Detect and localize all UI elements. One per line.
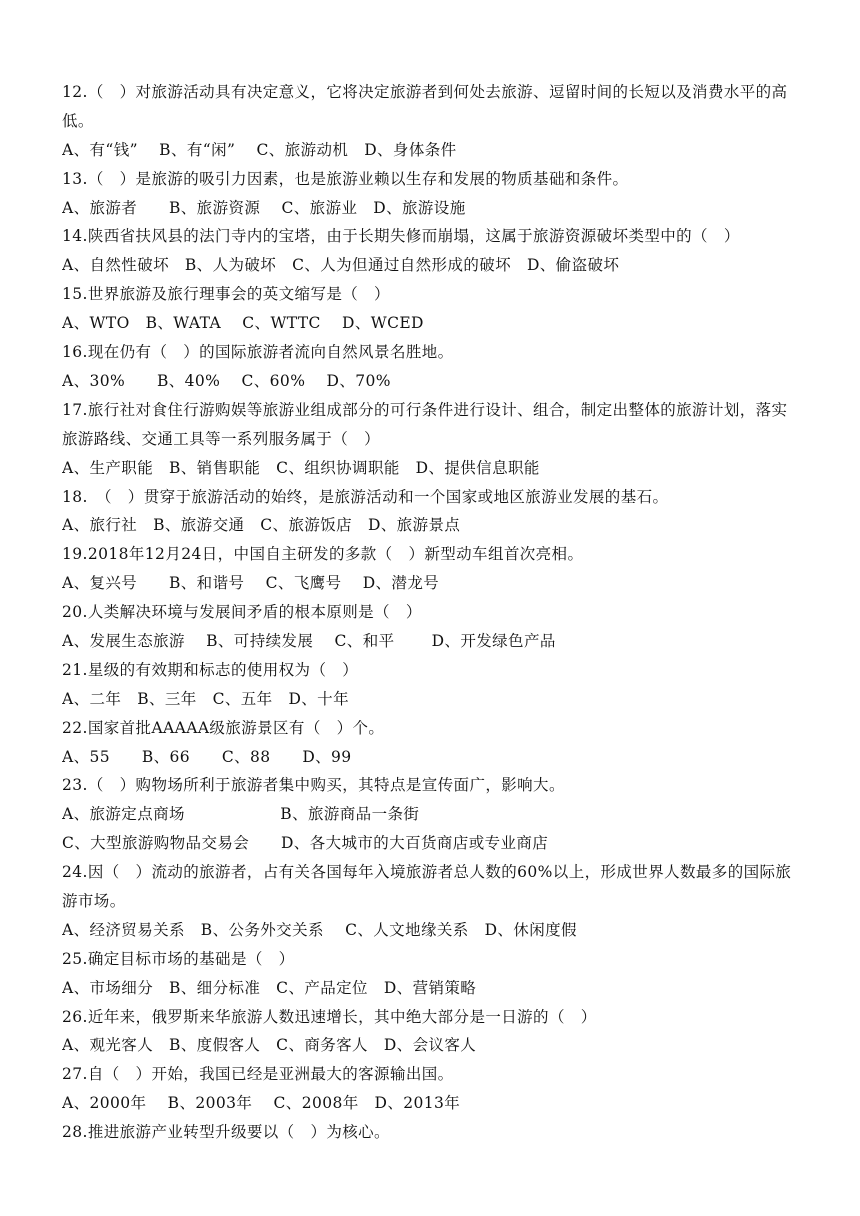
question-text: 12.（ ）对旅游活动具有决定意义，它将决定旅游者到何处去旅游、逗留时间的长短以及消费水平的高低。: [62, 83, 788, 130]
question-text: 28.推进旅游产业转型升级要以（ ）为核心。: [62, 1123, 390, 1142]
question-text: 17.旅行社对食住行游购娱等旅游业组成部分的可行条件进行设计、组合，制定出整体的旅游计划，落实旅游路线、交通工具等一系列服务属于（ ）: [62, 400, 788, 448]
answer-options: A、市场细分 B、细分标准 C、产品定位 D、营销策略: [62, 978, 477, 997]
answer-options: A、自然性破坏 B、人为破坏 C、人为但通过自然形成的破坏 D、偷盗破坏: [62, 256, 620, 275]
answer-options: A、旅游定点商场 B、旅游商品一条街: [62, 805, 420, 824]
answer-options: A、2000年 B、2003年 C、2008年 D、2013年: [62, 1094, 461, 1113]
question-text: 27.自（ ）开始，我国已经是亚洲最大的客源输出国。: [62, 1065, 454, 1084]
question-text: 16.现在仍有（ ）的国际旅游者流向自然风景名胜地。: [62, 343, 454, 362]
question-text: 22.国家首批AAAAA级旅游景区有（ ）个。: [62, 718, 385, 737]
answer-options: A、WTO B、WATA C、WTTC D、WCED: [62, 314, 424, 333]
answer-options: A、30% B、40% C、60% D、70%: [62, 371, 391, 390]
question-list: [62, 78, 802, 1147]
answer-options: A、二年 B、三年 C、五年 D、十年: [62, 689, 349, 708]
question-text: 18. （ ）贯穿于旅游活动的始终，是旅游活动和一个国家或地区旅游业发展的基石。: [62, 487, 669, 506]
question-text: 25.确定目标市场的基础是（ ）: [62, 949, 295, 968]
answer-options: A、55 B、66 C、88 D、99: [62, 747, 352, 766]
answer-options: A、生产职能 B、销售职能 C、组织协调职能 D、提供信息职能: [62, 458, 540, 477]
question-text: 21.星级的有效期和标志的使用权为（ ）: [62, 660, 359, 679]
answer-options: A、发展生态旅游 B、可持续发展 C、和平 D、开发绿色产品: [62, 631, 556, 650]
question-text: 20.人类解决环境与发展间矛盾的根本原则是（ ）: [62, 603, 422, 622]
answer-options: A、经济贸易关系 B、公务外交关系 C、人文地缘关系 D、休闲度假: [62, 920, 577, 939]
question-text: 13.（ ）是旅游的吸引力因素，也是旅游业赖以生存和发展的物质基础和条件。: [62, 169, 629, 188]
answer-options: A、复兴号 B、和谐号 C、飞鹰号 D、潜龙号: [62, 574, 440, 593]
answer-options: A、有“钱” B、有“闲” C、旅游动机 D、身体条件: [62, 140, 457, 159]
question-text: 14.陕西省扶风县的法门寺内的宝塔，由于长期失修而崩塌，这属于旅游资源破坏类型中的（ ）: [62, 227, 740, 246]
question-text: 24.因（ ）流动的旅游者，占有关各国每年入境旅游者总人数的60%以上，形成世界人数最多的国际旅游市场。: [62, 863, 792, 911]
answer-options: A、观光客人 B、度假客人 C、商务客人 D、会议客人: [62, 1036, 477, 1055]
answer-options: A、旅游者 B、旅游资源 C、旅游业 D、旅游设施: [62, 198, 466, 217]
answer-options: C、大型旅游购物品交易会 D、各大城市的大百货商店或专业商店: [62, 834, 549, 853]
question-text: 26.近年来，俄罗斯来华旅游人数迅速增长，其中绝大部分是一日游的（ ）: [62, 1007, 597, 1026]
answer-options: A、旅行社 B、旅游交通 C、旅游饭店 D、旅游景点: [62, 516, 461, 535]
question-text: 19.2018年12月24日，中国自主研发的多款（ ）新型动车组首次亮相。: [62, 545, 584, 564]
question-text: 15.世界旅游及旅行理事会的英文缩写是（ ）: [62, 285, 390, 304]
question-text: 23.（ ）购物场所利于旅游者集中购买，其特点是宣传面广，影响大。: [62, 776, 565, 795]
